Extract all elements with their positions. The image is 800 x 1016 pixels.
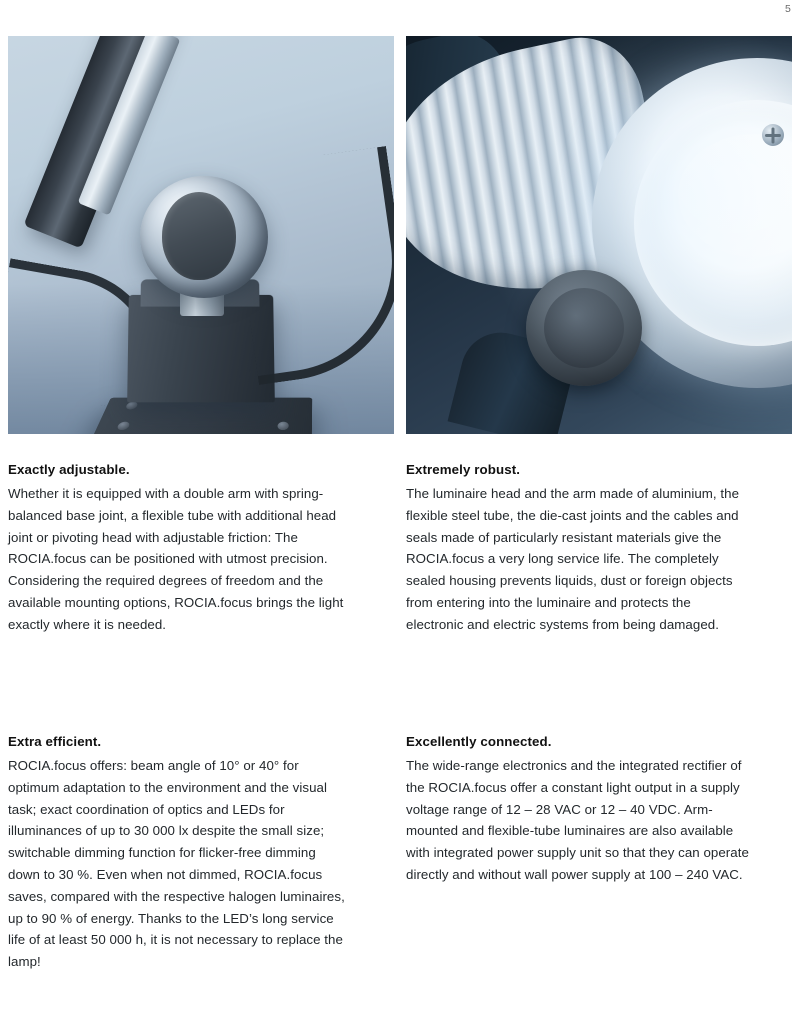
section-title: Exactly adjustable. [8, 462, 130, 477]
section-body: Whether it is equipped with a double arm with spring-balanced base joint, a flexible tube with additional head joint or pivoting head with adjustable friction: The ROCIA.focus can be positioned with utmost precision. Considering the required degrees of freedom and the available mounting options, ROCIA.focus brings the light exactly where it is needed. [8, 486, 344, 632]
photo-luminaire-head [406, 36, 792, 434]
section-excellently-connected [406, 734, 751, 886]
section-extremely-robust [406, 462, 751, 636]
page-number: 5 [784, 3, 791, 15]
section-extra-efficient [8, 734, 348, 973]
photo-luminaire-joint [8, 36, 394, 434]
screw-icon [125, 402, 139, 410]
photo-pivot-joint [140, 176, 268, 298]
screw-icon [277, 422, 289, 430]
section-title: Excellently connected. [406, 734, 552, 749]
screw-icon [762, 124, 784, 146]
section-body: The wide-range electronics and the integrated rectifier of the ROCIA.focus offer a constant light output in a supply voltage range of 12 – 28 VAC or 12 – 40 VDC. Arm-mounted and flexible-tube luminaires are also available with integrated power supply unit so that they can operate directly and without wall power supply at 100 – 240 VAC. [406, 758, 749, 882]
section-body: The luminaire head and the arm made of aluminium, the flexible steel tube, the die-cast joints and the cables and seals made of particularly resistant materials give the ROCIA.focus a very long service life. The completely sealed housing prevents liquids, dust or foreign objects from entering into the luminaire and protects the electronic and electric systems from being damaged. [406, 486, 740, 632]
photo-mounting-plate [88, 398, 312, 434]
section-exactly-adjustable [8, 462, 348, 636]
section-title: Extremely robust. [406, 462, 521, 477]
section-body: ROCIA.focus offers: beam angle of 10° or 40° for optimum adaptation to the environment and the visual task; exact coordination of optics and LEDs for illuminances of up to 30 000 lx despite the small size; switchable dimming function for flicker-free dimming down to 30 %. Even when not dimmed, ROCIA.focus saves, compared with the respective halogen luminaires, up to 90 % of energy. Thanks to the LED’s long service life of at least 50 000 h, it is not necessary to replace the lamp! [8, 758, 345, 970]
section-title: Extra efficient. [8, 734, 102, 749]
screw-icon [116, 422, 131, 430]
photo-adjust-knob [526, 270, 642, 386]
image-row [8, 36, 792, 434]
